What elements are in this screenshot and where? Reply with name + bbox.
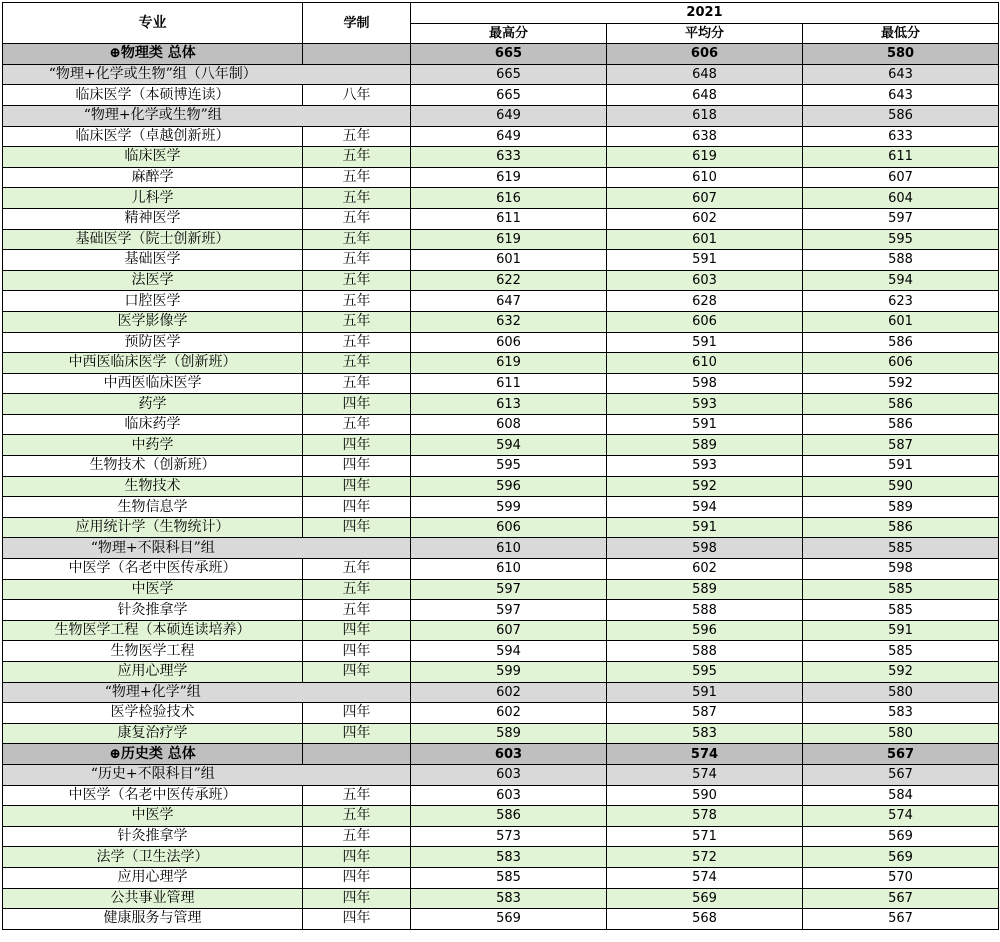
max-score-cell: 603 xyxy=(411,785,607,806)
max-score-cell: 647 xyxy=(411,291,607,312)
avg-score-cell: 589 xyxy=(607,435,803,456)
duration-cell: 五年 xyxy=(303,332,411,353)
duration-cell: 五年 xyxy=(303,806,411,827)
duration-cell: 五年 xyxy=(303,147,411,168)
major-cell: 康复治疗学 xyxy=(3,723,303,744)
group-row xyxy=(3,105,999,126)
duration-cell: 五年 xyxy=(303,291,411,312)
avg-score-cell: 603 xyxy=(607,270,803,291)
table-row xyxy=(3,641,999,662)
major-cell: 中医学 xyxy=(3,806,303,827)
avg-score-cell: 607 xyxy=(607,188,803,209)
duration-cell: 五年 xyxy=(303,414,411,435)
duration-cell: 四年 xyxy=(303,620,411,641)
avg-score-cell: 628 xyxy=(607,291,803,312)
header-year: 2021 xyxy=(411,3,999,24)
major-cell: 中西医临床医学 xyxy=(3,373,303,394)
major-cell: 中药学 xyxy=(3,435,303,456)
min-score-cell: 584 xyxy=(803,785,999,806)
min-score-cell: 569 xyxy=(803,826,999,847)
avg-score-cell: 638 xyxy=(607,126,803,147)
duration-cell: 八年 xyxy=(303,85,411,106)
major-cell: 中医学（名老中医传承班） xyxy=(3,785,303,806)
min-score-cell: 586 xyxy=(803,105,999,126)
major-cell: 基础医学 xyxy=(3,250,303,271)
avg-score-cell: 574 xyxy=(607,764,803,785)
avg-score-cell: 571 xyxy=(607,826,803,847)
table-row xyxy=(3,497,999,518)
max-score-cell: 594 xyxy=(411,435,607,456)
max-score-cell: 595 xyxy=(411,456,607,477)
major-cell: 麻醉学 xyxy=(3,167,303,188)
max-score-cell: 616 xyxy=(411,188,607,209)
avg-score-cell: 587 xyxy=(607,703,803,724)
max-score-cell: 585 xyxy=(411,867,607,888)
avg-score-cell: 606 xyxy=(607,311,803,332)
duration-cell xyxy=(303,105,411,126)
duration-cell xyxy=(303,44,411,65)
max-score-cell: 619 xyxy=(411,353,607,374)
table-row xyxy=(3,888,999,909)
duration-cell: 五年 xyxy=(303,600,411,621)
major-cell: 健康服务与管理 xyxy=(3,909,303,930)
avg-score-cell: 590 xyxy=(607,785,803,806)
major-cell: 生物医学工程 xyxy=(3,641,303,662)
table-row xyxy=(3,394,999,415)
max-score-cell: 583 xyxy=(411,847,607,868)
min-score-cell: 580 xyxy=(803,723,999,744)
major-cell: 药学 xyxy=(3,394,303,415)
major-cell: 医学影像学 xyxy=(3,311,303,332)
group-row xyxy=(3,764,999,785)
min-score-cell: 574 xyxy=(803,806,999,827)
table-header xyxy=(3,3,999,44)
major-cell: 临床医学 xyxy=(3,147,303,168)
min-score-cell: 607 xyxy=(803,167,999,188)
duration-cell: 五年 xyxy=(303,559,411,580)
major-cell: 临床药学 xyxy=(3,414,303,435)
duration-cell: 五年 xyxy=(303,311,411,332)
avg-score-cell: 648 xyxy=(607,64,803,85)
table-row xyxy=(3,167,999,188)
duration-cell: 五年 xyxy=(303,250,411,271)
category-row xyxy=(3,744,999,765)
min-score-cell: 580 xyxy=(803,44,999,65)
table-row xyxy=(3,579,999,600)
avg-score-cell: 569 xyxy=(607,888,803,909)
header-duration: 学制 xyxy=(303,3,411,44)
duration-cell: 五年 xyxy=(303,126,411,147)
header-major: 专业 xyxy=(3,3,303,44)
avg-score-cell: 578 xyxy=(607,806,803,827)
max-score-cell: 632 xyxy=(411,311,607,332)
duration-cell: 五年 xyxy=(303,373,411,394)
max-score-cell: 649 xyxy=(411,126,607,147)
max-score-cell: 613 xyxy=(411,394,607,415)
avg-score-cell: 591 xyxy=(607,414,803,435)
max-score-cell: 596 xyxy=(411,476,607,497)
min-score-cell: 570 xyxy=(803,867,999,888)
min-score-cell: 569 xyxy=(803,847,999,868)
min-score-cell: 643 xyxy=(803,85,999,106)
avg-score-cell: 593 xyxy=(607,394,803,415)
duration-cell: 五年 xyxy=(303,785,411,806)
major-cell: 生物技术 xyxy=(3,476,303,497)
avg-score-cell: 574 xyxy=(607,744,803,765)
header-max-score: 最高分 xyxy=(411,23,607,44)
group-row xyxy=(3,538,999,559)
min-score-cell: 601 xyxy=(803,311,999,332)
max-score-cell: 599 xyxy=(411,497,607,518)
max-score-cell: 619 xyxy=(411,229,607,250)
min-score-cell: 597 xyxy=(803,208,999,229)
table-row xyxy=(3,414,999,435)
duration-cell: 四年 xyxy=(303,476,411,497)
max-score-cell: 589 xyxy=(411,723,607,744)
major-cell: 应用心理学 xyxy=(3,662,303,683)
min-score-cell: 595 xyxy=(803,229,999,250)
max-score-cell: 611 xyxy=(411,208,607,229)
major-cell: “物理+不限科目”组 xyxy=(3,538,303,559)
table-body xyxy=(3,44,999,930)
major-cell: 应用心理学 xyxy=(3,867,303,888)
table-row xyxy=(3,250,999,271)
max-score-cell: 610 xyxy=(411,538,607,559)
duration-cell: 四年 xyxy=(303,909,411,930)
max-score-cell: 569 xyxy=(411,909,607,930)
score-table xyxy=(2,2,999,930)
min-score-cell: 604 xyxy=(803,188,999,209)
min-score-cell: 586 xyxy=(803,332,999,353)
min-score-cell: 594 xyxy=(803,270,999,291)
avg-score-cell: 572 xyxy=(607,847,803,868)
min-score-cell: 589 xyxy=(803,497,999,518)
duration-cell: 四年 xyxy=(303,435,411,456)
min-score-cell: 567 xyxy=(803,744,999,765)
avg-score-cell: 588 xyxy=(607,600,803,621)
min-score-cell: 567 xyxy=(803,888,999,909)
max-score-cell: 597 xyxy=(411,600,607,621)
duration-cell: 四年 xyxy=(303,517,411,538)
min-score-cell: 643 xyxy=(803,64,999,85)
max-score-cell: 594 xyxy=(411,641,607,662)
major-cell: 中医学 xyxy=(3,579,303,600)
duration-cell: 四年 xyxy=(303,888,411,909)
table-row xyxy=(3,270,999,291)
table-row xyxy=(3,867,999,888)
duration-cell xyxy=(303,682,411,703)
duration-cell: 四年 xyxy=(303,497,411,518)
min-score-cell: 591 xyxy=(803,456,999,477)
min-score-cell: 591 xyxy=(803,620,999,641)
major-cell: 生物技术（创新班） xyxy=(3,456,303,477)
duration-cell: 四年 xyxy=(303,394,411,415)
max-score-cell: 665 xyxy=(411,64,607,85)
avg-score-cell: 606 xyxy=(607,44,803,65)
table-row xyxy=(3,620,999,641)
min-score-cell: 567 xyxy=(803,909,999,930)
min-score-cell: 587 xyxy=(803,435,999,456)
table-row xyxy=(3,353,999,374)
avg-score-cell: 574 xyxy=(607,867,803,888)
duration-cell: 四年 xyxy=(303,641,411,662)
major-cell: 中西医临床医学（创新班） xyxy=(3,353,303,374)
max-score-cell: 583 xyxy=(411,888,607,909)
duration-cell: 四年 xyxy=(303,456,411,477)
duration-cell: 五年 xyxy=(303,167,411,188)
duration-cell xyxy=(303,64,411,85)
duration-cell: 四年 xyxy=(303,867,411,888)
max-score-cell: 603 xyxy=(411,744,607,765)
major-cell: ⊕历史类 总体 xyxy=(3,744,303,765)
min-score-cell: 611 xyxy=(803,147,999,168)
max-score-cell: 606 xyxy=(411,332,607,353)
max-score-cell: 619 xyxy=(411,167,607,188)
category-row xyxy=(3,44,999,65)
major-cell: 针灸推拿学 xyxy=(3,826,303,847)
avg-score-cell: 601 xyxy=(607,229,803,250)
major-cell: 临床医学（卓越创新班） xyxy=(3,126,303,147)
min-score-cell: 586 xyxy=(803,394,999,415)
avg-score-cell: 591 xyxy=(607,517,803,538)
header-avg-score: 平均分 xyxy=(607,23,803,44)
table-row xyxy=(3,826,999,847)
min-score-cell: 585 xyxy=(803,641,999,662)
min-score-cell: 567 xyxy=(803,764,999,785)
max-score-cell: 611 xyxy=(411,373,607,394)
table-row xyxy=(3,188,999,209)
avg-score-cell: 568 xyxy=(607,909,803,930)
table-row xyxy=(3,476,999,497)
max-score-cell: 649 xyxy=(411,105,607,126)
max-score-cell: 665 xyxy=(411,85,607,106)
major-cell: 预防医学 xyxy=(3,332,303,353)
avg-score-cell: 592 xyxy=(607,476,803,497)
major-cell: “物理+化学”组 xyxy=(3,682,303,703)
max-score-cell: 603 xyxy=(411,764,607,785)
table-row xyxy=(3,126,999,147)
avg-score-cell: 594 xyxy=(607,497,803,518)
table-row xyxy=(3,517,999,538)
avg-score-cell: 583 xyxy=(607,723,803,744)
duration-cell: 四年 xyxy=(303,723,411,744)
major-cell: ⊕物理类 总体 xyxy=(3,44,303,65)
major-cell: 儿科学 xyxy=(3,188,303,209)
major-cell: 医学检验技术 xyxy=(3,703,303,724)
major-cell: “历史+不限科目”组 xyxy=(3,764,303,785)
avg-score-cell: 598 xyxy=(607,373,803,394)
avg-score-cell: 648 xyxy=(607,85,803,106)
min-score-cell: 590 xyxy=(803,476,999,497)
duration-cell: 四年 xyxy=(303,847,411,868)
table-row xyxy=(3,85,999,106)
group-row xyxy=(3,64,999,85)
major-cell: 法学（卫生法学） xyxy=(3,847,303,868)
duration-cell xyxy=(303,538,411,559)
table-row xyxy=(3,909,999,930)
max-score-cell: 610 xyxy=(411,559,607,580)
avg-score-cell: 588 xyxy=(607,641,803,662)
min-score-cell: 588 xyxy=(803,250,999,271)
avg-score-cell: 595 xyxy=(607,662,803,683)
table-row xyxy=(3,723,999,744)
max-score-cell: 622 xyxy=(411,270,607,291)
major-cell: “物理+化学或生物”组 xyxy=(3,105,303,126)
avg-score-cell: 591 xyxy=(607,682,803,703)
min-score-cell: 586 xyxy=(803,517,999,538)
table-row xyxy=(3,291,999,312)
major-cell: 中医学（名老中医传承班） xyxy=(3,559,303,580)
avg-score-cell: 598 xyxy=(607,538,803,559)
table-row xyxy=(3,435,999,456)
min-score-cell: 592 xyxy=(803,373,999,394)
max-score-cell: 601 xyxy=(411,250,607,271)
major-cell: 应用统计学（生物统计） xyxy=(3,517,303,538)
min-score-cell: 592 xyxy=(803,662,999,683)
duration-cell xyxy=(303,744,411,765)
table-row xyxy=(3,147,999,168)
major-cell: 口腔医学 xyxy=(3,291,303,312)
major-cell: 精神医学 xyxy=(3,208,303,229)
avg-score-cell: 602 xyxy=(607,208,803,229)
duration-cell: 五年 xyxy=(303,229,411,250)
min-score-cell: 583 xyxy=(803,703,999,724)
max-score-cell: 586 xyxy=(411,806,607,827)
avg-score-cell: 618 xyxy=(607,105,803,126)
avg-score-cell: 619 xyxy=(607,147,803,168)
table-row xyxy=(3,456,999,477)
min-score-cell: 598 xyxy=(803,559,999,580)
table-row xyxy=(3,847,999,868)
table-row xyxy=(3,373,999,394)
avg-score-cell: 589 xyxy=(607,579,803,600)
duration-cell: 五年 xyxy=(303,579,411,600)
duration-cell: 五年 xyxy=(303,188,411,209)
avg-score-cell: 610 xyxy=(607,167,803,188)
table-row xyxy=(3,332,999,353)
max-score-cell: 633 xyxy=(411,147,607,168)
min-score-cell: 586 xyxy=(803,414,999,435)
min-score-cell: 623 xyxy=(803,291,999,312)
table-row xyxy=(3,311,999,332)
max-score-cell: 599 xyxy=(411,662,607,683)
avg-score-cell: 591 xyxy=(607,250,803,271)
group-row xyxy=(3,682,999,703)
table-row xyxy=(3,600,999,621)
major-cell: “物理+化学或生物”组（八年制） xyxy=(3,64,303,85)
table-row xyxy=(3,662,999,683)
max-score-cell: 597 xyxy=(411,579,607,600)
table-row xyxy=(3,785,999,806)
duration-cell xyxy=(303,764,411,785)
duration-cell: 四年 xyxy=(303,662,411,683)
duration-cell: 五年 xyxy=(303,826,411,847)
min-score-cell: 606 xyxy=(803,353,999,374)
table-row xyxy=(3,806,999,827)
avg-score-cell: 596 xyxy=(607,620,803,641)
table-row xyxy=(3,703,999,724)
major-cell: 针灸推拿学 xyxy=(3,600,303,621)
major-cell: 临床医学（本硕博连读） xyxy=(3,85,303,106)
min-score-cell: 580 xyxy=(803,682,999,703)
max-score-cell: 602 xyxy=(411,703,607,724)
max-score-cell: 573 xyxy=(411,826,607,847)
min-score-cell: 585 xyxy=(803,538,999,559)
duration-cell: 五年 xyxy=(303,270,411,291)
min-score-cell: 633 xyxy=(803,126,999,147)
max-score-cell: 608 xyxy=(411,414,607,435)
avg-score-cell: 610 xyxy=(607,353,803,374)
max-score-cell: 606 xyxy=(411,517,607,538)
max-score-cell: 602 xyxy=(411,682,607,703)
duration-cell: 五年 xyxy=(303,353,411,374)
avg-score-cell: 591 xyxy=(607,332,803,353)
duration-cell: 五年 xyxy=(303,208,411,229)
max-score-cell: 607 xyxy=(411,620,607,641)
major-cell: 基础医学（院士创新班） xyxy=(3,229,303,250)
header-min-score: 最低分 xyxy=(803,23,999,44)
table-row xyxy=(3,229,999,250)
duration-cell: 四年 xyxy=(303,703,411,724)
major-cell: 公共事业管理 xyxy=(3,888,303,909)
major-cell: 生物信息学 xyxy=(3,497,303,518)
major-cell: 生物医学工程（本硕连读培养） xyxy=(3,620,303,641)
table-row xyxy=(3,208,999,229)
major-cell: 法医学 xyxy=(3,270,303,291)
min-score-cell: 585 xyxy=(803,600,999,621)
max-score-cell: 665 xyxy=(411,44,607,65)
avg-score-cell: 602 xyxy=(607,559,803,580)
min-score-cell: 585 xyxy=(803,579,999,600)
avg-score-cell: 593 xyxy=(607,456,803,477)
table-row xyxy=(3,559,999,580)
